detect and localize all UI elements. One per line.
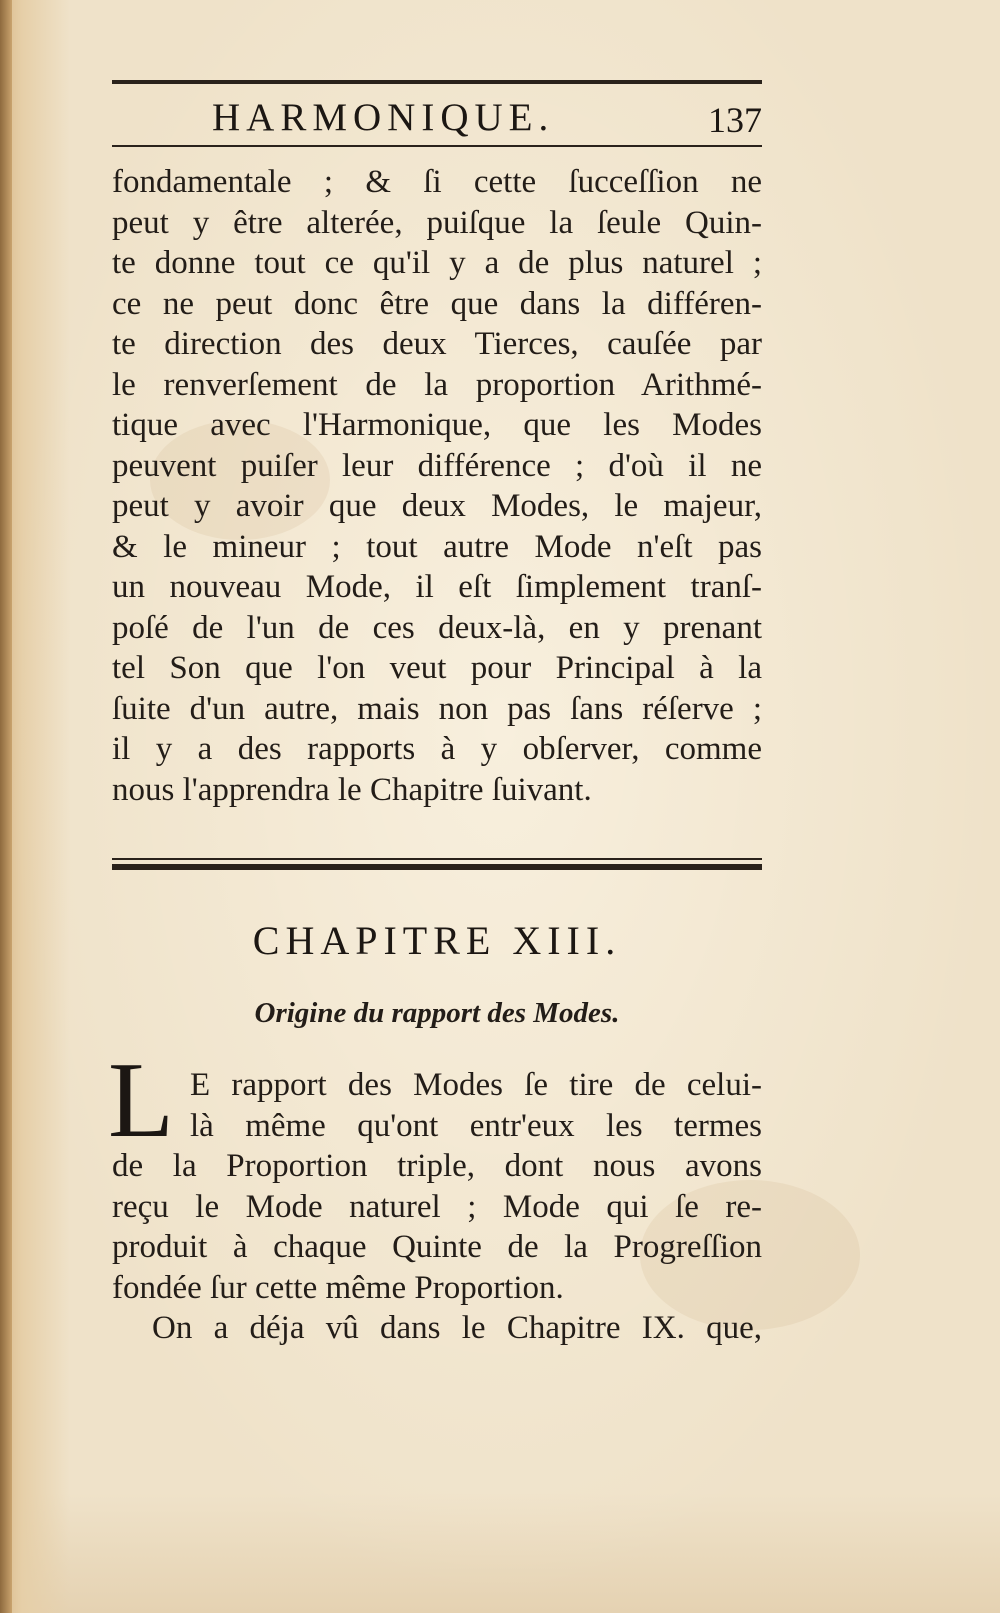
- running-title: HARMONIQUE.: [212, 96, 555, 139]
- text-line: tique avec l'Harmonique, que les Modes: [112, 407, 762, 443]
- text-line: ſuite d'un autre, mais non pas ſans réſerve ;: [112, 690, 762, 727]
- text-line: tel Son que l'on veut pour Principal à la: [112, 650, 762, 686]
- text-line: peut y être alterée, puiſque la ſeule Quin-: [112, 204, 762, 241]
- drop-cap: L: [108, 1041, 174, 1160]
- text-line: de la Proportion triple, dont nous avons: [112, 1148, 762, 1184]
- text-line: ce ne peut donc être que dans la différen-: [112, 285, 762, 322]
- header-bottom-rule: [112, 145, 762, 147]
- text-line: E rapport des Modes ſe tire de celui-: [190, 1067, 762, 1103]
- chapter-divider-thick: [112, 864, 762, 870]
- page-binding-edge: [0, 0, 12, 1613]
- chapter-heading: CHAPITRE XIII.: [252, 918, 622, 963]
- text-line: le renverſement de la proportion Arithmé-: [112, 366, 762, 403]
- chapter-paragraph: [112, 1065, 762, 1349]
- running-header: [112, 96, 762, 140]
- text-line: fondamentale ; & ſi cette ſucceſſion ne: [112, 164, 762, 200]
- text-line: & le mineur ; tout autre Mode n'eſt pas: [112, 528, 762, 565]
- paragraph-continuation: [112, 162, 762, 810]
- header-top-rule: [112, 80, 762, 84]
- text-line: te donne tout ce qu'il y a de plus naturel ;: [112, 245, 762, 281]
- text-line: nous l'apprendra le Chapitre ſuivant.: [112, 771, 592, 808]
- text-line: te direction des deux Tierces, cauſée par: [112, 326, 762, 362]
- text-line: fondée ſur cette même Proportion.: [112, 1269, 564, 1306]
- page-number: 137: [708, 100, 762, 140]
- text-line: reçu le Mode naturel ; Mode qui ſe re-: [112, 1188, 762, 1225]
- text-line: poſé de l'un de ces deux-là, en y prenant: [112, 609, 762, 646]
- text-line: On a déja vû dans le Chapitre IX. que,: [152, 1310, 762, 1346]
- text-line: peut y avoir que deux Modes, le majeur,: [112, 488, 762, 524]
- text-line: produit à chaque Quinte de la Progreſſion: [112, 1229, 762, 1265]
- text-line: il y a des rapports à y obſerver, comme: [112, 731, 762, 767]
- text-line: un nouveau Mode, il eſt ſimplement tranſ-: [112, 569, 762, 605]
- text-line: là même qu'ont entr'eux les termes: [190, 1107, 762, 1144]
- chapter-subtitle: Origine du rapport des Modes.: [254, 997, 620, 1029]
- chapter-divider-thin: [112, 858, 762, 860]
- text-line: peuvent puiſer leur différence ; d'où il ne: [112, 447, 762, 484]
